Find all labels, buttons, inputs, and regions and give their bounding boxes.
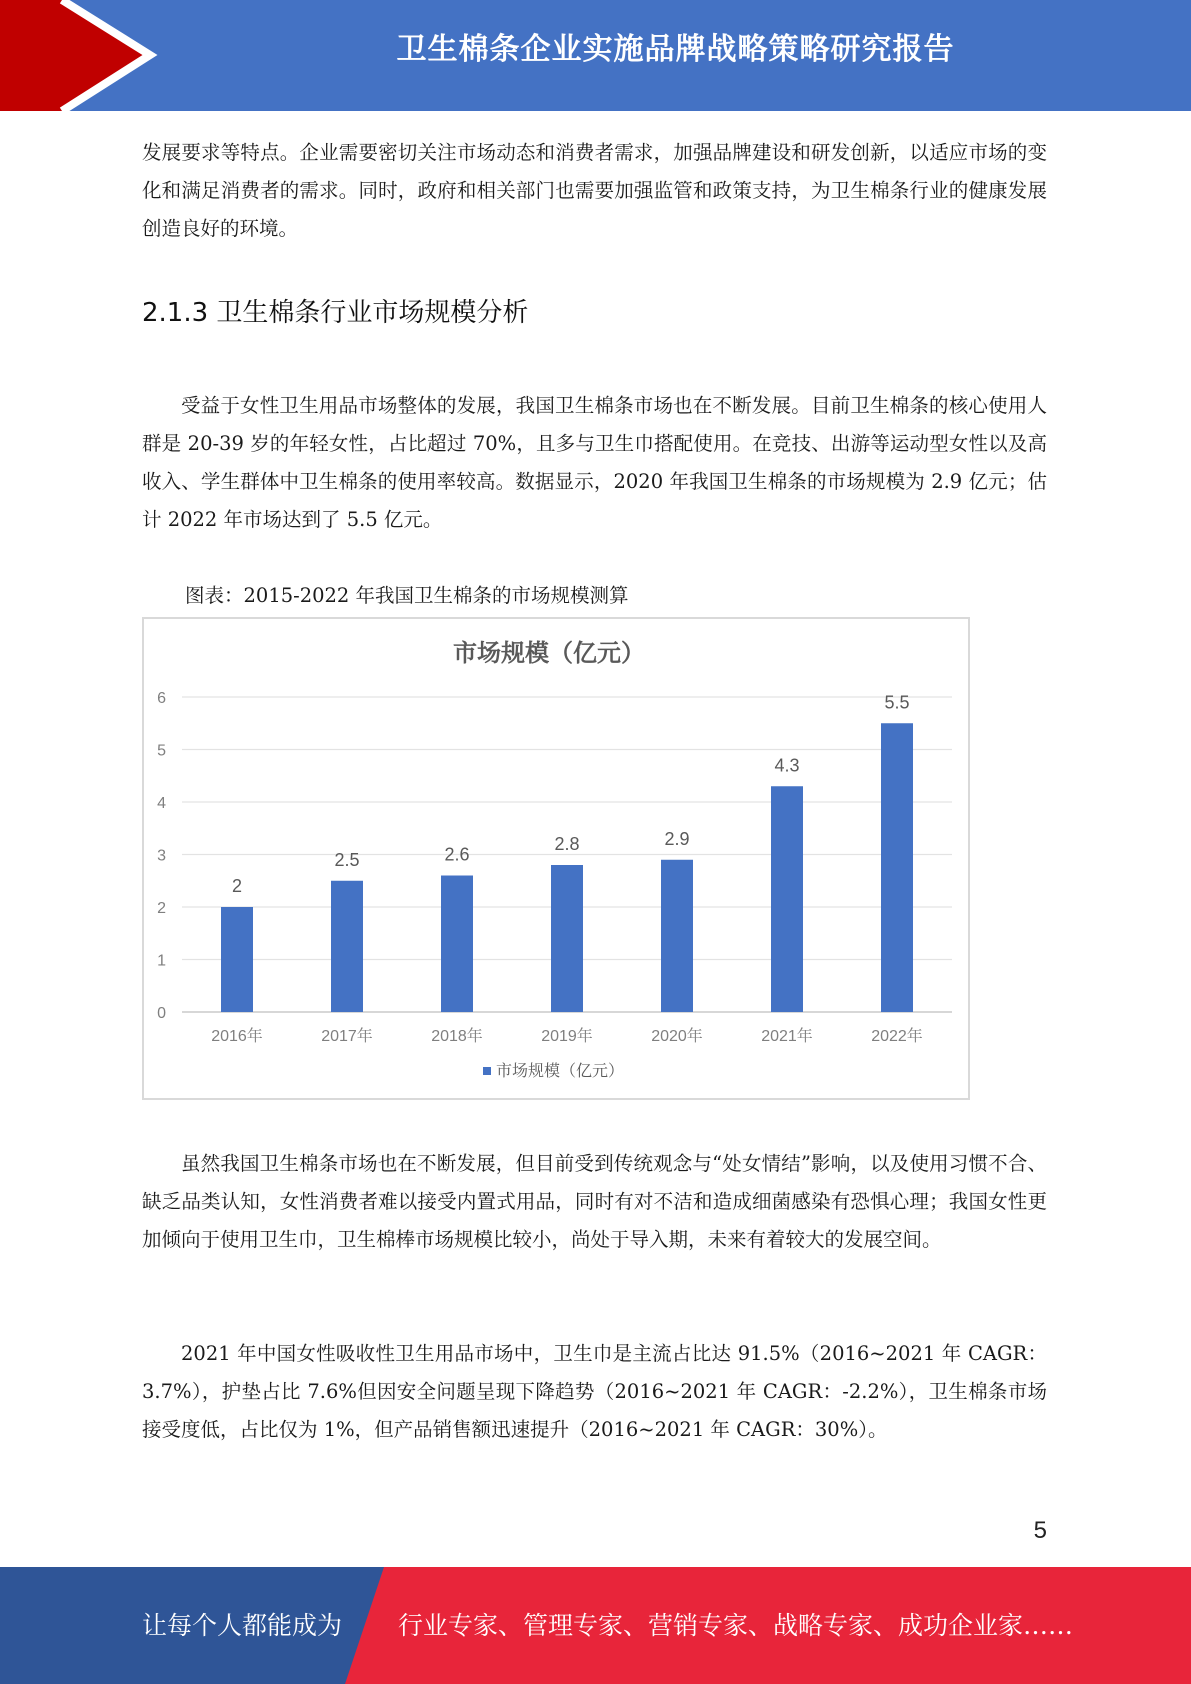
footer-slogan-right: 行业专家、管理专家、营销专家、战略专家、成功企业家…… — [398, 1611, 1074, 1640]
data-label: 2.9 — [664, 828, 690, 849]
chart-canvas — [144, 619, 972, 1102]
x-tick-label: 2017年 — [321, 1028, 373, 1045]
chart-title: 市场规模（亿元） — [453, 640, 645, 667]
bar — [661, 860, 693, 1012]
legend-label: 市场规模（亿元） — [496, 1063, 625, 1080]
x-tick-label: 2018年 — [431, 1028, 483, 1045]
page-header — [0, 0, 1191, 111]
bar — [551, 865, 583, 1012]
x-axis-ticks — [211, 1026, 923, 1045]
x-tick-label: 2020年 — [651, 1028, 703, 1045]
x-tick-label: 2022年 — [871, 1028, 923, 1045]
section-heading: 2.1.3 卫生棉条行业市场规模分析 — [142, 298, 529, 328]
legend-swatch — [483, 1067, 491, 1075]
bars — [221, 692, 913, 1012]
x-tick-label: 2021年 — [761, 1028, 813, 1045]
share-paragraph: 2021 年中国女性吸收性卫生用品市场中，卫生巾是主流占比达 91.5%（2016~2021 年 CAGR：3.7%），护垫占比 7.6%但因安全问题呈现下降趋势（2016~2021 年 CAGR：-2.2%），卫生棉条市场接受度低，占比仅为 1%，但产品销售额迅速提升（2016~2021 年 CAGR：30%）。 — [142, 1342, 1047, 1441]
data-label: 2.8 — [554, 834, 580, 854]
data-label: 2 — [231, 876, 243, 896]
footer-slogan-left: 让每个人都能成为 — [142, 1611, 343, 1640]
bar — [441, 876, 473, 1013]
bar — [221, 907, 253, 1012]
data-label: 5.5 — [884, 692, 910, 713]
bar — [331, 881, 363, 1012]
data-label: 4.3 — [774, 755, 800, 776]
y-tick-label: 2 — [157, 900, 166, 917]
bar — [771, 786, 803, 1012]
x-tick-label: 2016年 — [211, 1028, 263, 1045]
y-tick-label: 3 — [157, 847, 166, 865]
y-tick-label: 4 — [157, 795, 166, 812]
y-tick-label: 1 — [157, 952, 166, 970]
x-tick-label: 2019年 — [541, 1028, 593, 1045]
data-label: 2.5 — [334, 849, 360, 870]
market-size-chart — [142, 617, 970, 1100]
data-label: 2.6 — [444, 844, 470, 865]
page-number: 5 — [1033, 1517, 1047, 1544]
report-title: 卫生棉条企业实施品牌战略策略研究报告 — [396, 32, 955, 67]
market-paragraph: 受益于女性卫生用品市场整体的发展，我国卫生棉条市场也在不断发展。目前卫生棉条的核心使用人群是 20-39 岁的年轻女性，占比超过 70%，且多与卫生巾搭配使用。在竞技、出游等运动型女性以及高收入、学生群体中卫生棉条的使用率较高。数据显示，2020 年我国卫生棉条的市场规模为 2.9 亿元；估计 2022 年市场达到了 5.5 亿元。 — [142, 394, 1047, 531]
chart-legend — [483, 1061, 624, 1080]
bar — [881, 723, 913, 1012]
header-arrow-decoration — [0, 0, 160, 111]
y-axis-ticks — [157, 690, 166, 1022]
figure-caption: 图表：2015-2022 年我国卫生棉条的市场规模测算 — [185, 584, 629, 607]
intro-paragraph: 发展要求等特点。企业需要密切关注市场动态和消费者需求，加强品牌建设和研发创新，以适应市场的变化和满足消费者的需求。同时，政府和相关部门也需要加强监管和政策支持，为卫生棉条行业的健康发展创造良好的环境。 — [142, 141, 1047, 240]
y-tick-label: 6 — [157, 690, 166, 707]
y-tick-label: 5 — [157, 742, 166, 760]
y-tick-label: 0 — [157, 1005, 166, 1022]
obstacles-paragraph: 虽然我国卫生棉条市场也在不断发展，但目前受到传统观念与“处女情结”影响，以及使用习惯不合、缺乏品类认知，女性消费者难以接受内置式用品，同时有对不洁和造成细菌感染有恐惧心理；我国女性更加倾向于使用卫生巾，卫生棉棒市场规模比较小，尚处于导入期，未来有着较大的发展空间。 — [142, 1152, 1047, 1251]
page-footer — [0, 1567, 1191, 1684]
